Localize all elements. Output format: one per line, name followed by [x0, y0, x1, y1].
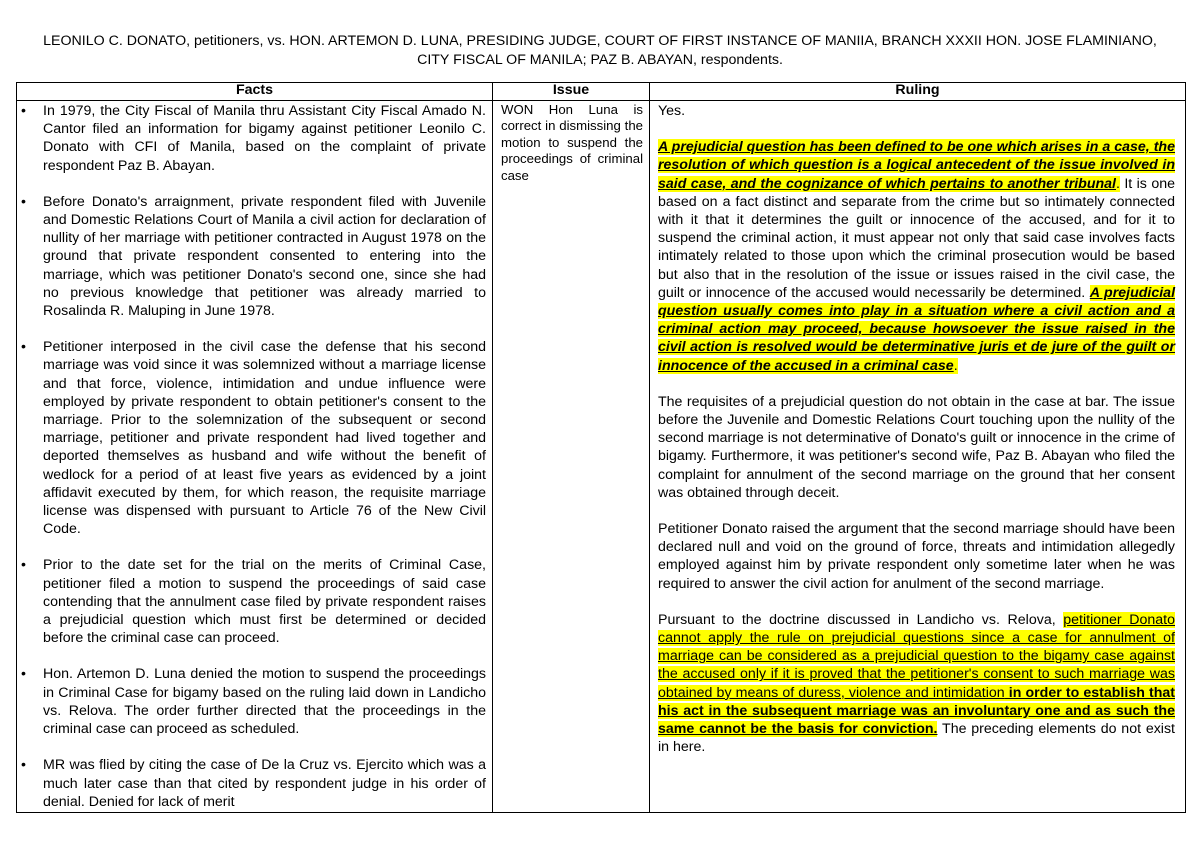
definition-period: .: [1116, 175, 1120, 192]
ruling-paragraph-2: The requisites of a prejudicial question do not obtain in the case at bar. The issue before the Juvenile and Domestic Relations Court touching upon the nullity of the second marriage is not determinative of Donato's guilt or innocence in the crime of bigamy. Furthermore, it was petitioner's second wife, Paz B. Abayan who filed the complaint for annulment of the second marriage on the ground that her consent was obtained through deceit.: [658, 393, 1175, 501]
bullet-icon: •: [21, 103, 26, 119]
bullet-icon: •: [21, 339, 26, 356]
ruling-paragraph-1-body: It is one based on a fact distinct and separate from the crime but so intimately connected with it that it determines the guilt or innocence of the accused, and for it to suspend the criminal action, it must appear not only that said case involves facts intimately related to those upon which the criminal prosecution would be based but also that in the resolution of the issue or issues raised in the civil case, the guilt or innocence of the accused would necessarily be determined.: [658, 175, 1175, 301]
fact-item: [21, 193, 486, 320]
table-header-row: [17, 83, 1186, 101]
fact-item: [21, 665, 486, 738]
fact-text: Hon. Artemon D. Luna denied the motion to suspend the proceedings in Criminal Case for bigamy based on the ruling laid down in Landicho vs. Relova. The order further directed that the proceedings in the criminal case can proceed as scheduled.: [43, 666, 486, 738]
fact-text: Prior to the date set for the trial on the merits of Criminal Case, petitioner filed a motion to suspend the proceedings of said case contending that the annulment case filed by private respondent raises a prejudicial question which must first be determined or decided before the criminal case can proceed.: [43, 557, 486, 647]
issue-text: WON Hon Luna is correct in dismissing the motion to suspend the proceedings of criminal case: [501, 102, 643, 183]
fact-item: [21, 338, 486, 538]
prejudicial-question-definition: A prejudicial question has been defined to be one which arises in a case, the resolution of which question is a logical antecedent of the issue involved in said case, and the cognizance of which pertains to another tribunal: [658, 139, 1175, 192]
case-digest-table: [16, 82, 1186, 813]
involuntary-act-highlight: in order to establish that his act in the subsequent marriage was an involuntary one and as such the same cannot be the basis for conviction.: [658, 684, 1175, 738]
bullet-icon: •: [21, 557, 26, 574]
table-body-row: [17, 101, 1186, 813]
facts-list: [21, 102, 486, 811]
fact-text: Petitioner interposed in the civil case the defense that his second marriage was void since it was solemnized without a marriage license and that force, violence, intimidation and undue influence were employed by private respondent to obtain petitioner's consent to the marriage. Prior to the solemnization of the subsequent or second marriage, petitioner and private respondent had lived together and deported themselves as husband and wife without the benefit of wedlock for a period of at least five years as evidenced by a joint affidavit executed by them, for which reason, the requisite marriage license was dispensed with pursuant to Article 76 of the New Civil Code.: [43, 339, 486, 538]
facts-header: Facts: [17, 83, 493, 101]
issue-cell: [493, 101, 650, 813]
ruling-paragraph-4: [658, 611, 1175, 757]
facts-cell: [17, 101, 493, 813]
ruling-cell: [650, 101, 1186, 813]
emphasis-period: .: [953, 357, 958, 374]
prejudicial-question-emphasis: A prejudicial question usually comes into play in a situation where a civil action and a criminal action may proceed, because howsoever the issue raised in the civil action is resolved would be determinative juris et de jure of the guilt or innocence of the accused in a criminal case: [658, 284, 1176, 374]
fact-text: Before Donato's arraignment, private respondent filed with Juvenile and Domestic Relations Court of Manila a civil action for declaration of nullity of her marriage with petitioner contracted in August 1978 on the ground that private respondent consented to entering into the marriage, which was petitioner Donato's second one, since she had no previous knowledge that petitioner was already married to Rosalinda R. Maluping in June 1978.: [43, 193, 486, 320]
ruling-paragraph-4-tail: The preceding elements do not exist in here.: [658, 721, 1175, 756]
bullet-icon: •: [21, 193, 26, 210]
fact-item: [21, 556, 486, 647]
fact-item: [21, 756, 486, 811]
landicho-doctrine-highlight: petitioner Donato cannot apply the rule on prejudicial questions since a case for annulment of marriage can be considered as a prejudicial question to the bigamy case against the accused only if it is proved that the petitioner's consent to such marriage was obtained by means of duress, violence and intimidation: [658, 611, 1175, 701]
ruling-paragraph-3: Petitioner Donato raised the argument that the second marriage should have been declared null and void on the ground of force, threats and intimidation allegedly employed against him by private respondent only sometime later when he was required to answer the civil action for anulment of the second marriage.: [658, 521, 1175, 592]
ruling-header: Ruling: [650, 83, 1186, 101]
bullet-icon: •: [21, 666, 26, 683]
ruling-answer: Yes.: [658, 103, 686, 119]
fact-text: In 1979, the City Fiscal of Manila thru Assistant City Fiscal Amado N. Cantor filed an information for bigamy against petitioner Leonilo C. Donato with CFI of Manila, based on the complaint of private respondent Paz B. Abayan.: [43, 103, 486, 174]
ruling-paragraph-4-lead: Pursuant to the doctrine discussed in Landicho vs. Relova,: [658, 611, 1064, 628]
issue-header: Issue: [493, 83, 650, 101]
case-title: LEONILO C. DONATO, petitioners, vs. HON. ARTEMON D. LUNA, PRESIDING JUDGE, COURT OF FIRST INSTANCE OF MANIIA, BRANCH XXXII HON. JOSE FLAMINIANO, CITY FISCAL OF MANILA; PAZ B. ABAYAN, respondents.: [43, 33, 1157, 68]
fact-text: MR was flied by citing the case of De la Cruz vs. Ejercito which was a much later case than that cited by respondent judge in his order of denial. Denied for lack of merit: [43, 757, 486, 810]
bullet-icon: •: [21, 757, 26, 774]
fact-item: [21, 102, 486, 175]
ruling-paragraph-1: [658, 138, 1175, 375]
